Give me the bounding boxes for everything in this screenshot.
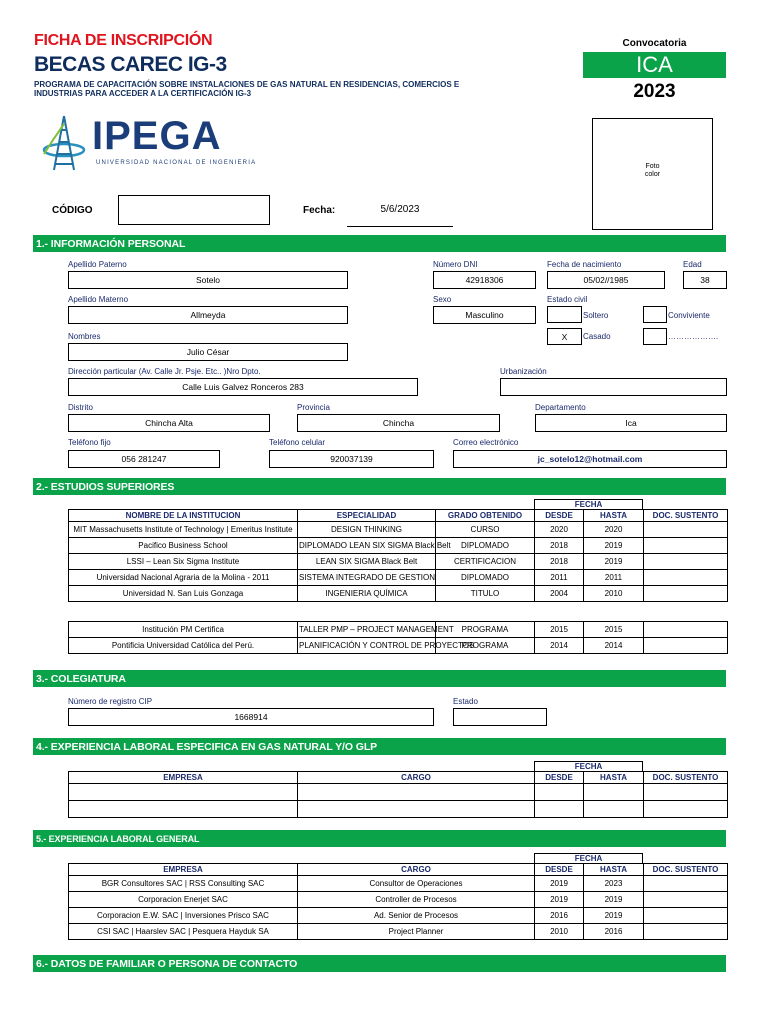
- table-cell[interactable]: 2004: [535, 586, 584, 602]
- estado-label: Estado: [453, 697, 478, 706]
- dni-field[interactable]: 42918306: [433, 271, 536, 289]
- table-cell[interactable]: CURSO: [436, 522, 535, 538]
- table-cell[interactable]: Project Planner: [298, 924, 535, 940]
- section-exp-gas: 4.- EXPERIENCIA LABORAL ESPECIFICA EN GAS NATURAL Y/O GLP: [33, 738, 726, 755]
- table-cell[interactable]: 2014: [584, 638, 644, 654]
- table-cell[interactable]: [644, 876, 728, 892]
- table-cell[interactable]: [644, 638, 728, 654]
- col-header: EMPRESA: [69, 772, 298, 784]
- table-row: [69, 638, 728, 654]
- fecha-label: Fecha:: [303, 205, 336, 216]
- logo-name: IPEGA: [92, 114, 222, 158]
- table-cell[interactable]: 2019: [584, 554, 644, 570]
- table-cell[interactable]: 2011: [535, 570, 584, 586]
- table-cell[interactable]: PROGRAMA: [436, 622, 535, 638]
- sexo-label: Sexo: [433, 295, 452, 304]
- convocatoria-year: 2023: [633, 81, 676, 102]
- col-header: DOC. SUSTENTO: [644, 772, 728, 784]
- table-cell[interactable]: Controller de Procesos: [298, 892, 535, 908]
- nombres-field[interactable]: Julio César: [68, 343, 348, 361]
- email-label: Correo electrónico: [453, 438, 519, 447]
- col-header: CARGO: [298, 864, 535, 876]
- tel-fijo-field[interactable]: 056 281247: [68, 450, 220, 468]
- table-cell[interactable]: [644, 538, 728, 554]
- soltero-checkbox[interactable]: [547, 306, 582, 323]
- convocatoria-label: Convocatoria: [622, 38, 687, 49]
- exp-gas-table: [68, 771, 728, 818]
- table-cell[interactable]: 2016: [535, 908, 584, 924]
- edad-field[interactable]: 38: [683, 271, 727, 289]
- exp-gas-fecha-header: FECHA: [534, 761, 643, 771]
- table-cell[interactable]: [535, 784, 584, 801]
- table-cell[interactable]: [535, 801, 584, 818]
- table-cell[interactable]: TALLER PMP – PROJECT MANAGEMENT: [298, 622, 436, 638]
- apellido-paterno-field[interactable]: Sotelo: [68, 271, 348, 289]
- table-cell[interactable]: [644, 554, 728, 570]
- table-cell[interactable]: [644, 570, 728, 586]
- soltero-label: Soltero: [583, 311, 609, 320]
- estado-field[interactable]: [453, 708, 547, 726]
- table-cell[interactable]: DESIGN THINKING: [298, 522, 436, 538]
- nombres-label: Nombres: [68, 332, 101, 341]
- ipega-logo: [40, 112, 270, 174]
- estudios-table: [68, 509, 728, 602]
- table-cell[interactable]: [69, 801, 298, 818]
- tel-fijo-label: Teléfono fijo: [68, 438, 111, 447]
- table-cell[interactable]: [644, 892, 728, 908]
- table-cell[interactable]: LEAN SIX SIGMA Black Belt: [298, 554, 436, 570]
- table-row: [69, 801, 728, 818]
- exp-general-table: [68, 863, 728, 940]
- table-cell[interactable]: BGR Consultores SAC | RSS Consulting SAC: [69, 876, 298, 892]
- casado-label: Casado: [583, 332, 611, 341]
- otro-checkbox[interactable]: [643, 328, 667, 345]
- exp-general-fecha-header: FECHA: [534, 853, 643, 863]
- table-cell[interactable]: DIPLOMADO LEAN SIX SIGMA Black Belt: [298, 538, 436, 554]
- direccion-label: Dirección particular (Av. Calle Jr. Psje. Etc.. )Nro Dpto.: [68, 367, 261, 376]
- table-cell[interactable]: 2016: [584, 924, 644, 940]
- table-cell[interactable]: [644, 908, 728, 924]
- tel-cel-field[interactable]: 920037139: [269, 450, 434, 468]
- table-cell[interactable]: SISTEMA INTEGRADO DE GESTION: [298, 570, 436, 586]
- table-row: [69, 892, 728, 908]
- logo-subtitle: UNIVERSIDAD NACIONAL DE INGENIERIA: [96, 160, 257, 166]
- table-cell[interactable]: 2015: [535, 622, 584, 638]
- col-header: DESDE: [535, 772, 584, 784]
- conviviente-checkbox[interactable]: [643, 306, 667, 323]
- table-row: [69, 622, 728, 638]
- table-cell[interactable]: Institución PM Certifica: [69, 622, 298, 638]
- section-colegiatura: 3.- COLEGIATURA: [33, 670, 726, 687]
- dni-label: Número DNI: [433, 260, 478, 269]
- table-cell[interactable]: Corporacion Enerjet SAC: [69, 892, 298, 908]
- direccion-field[interactable]: Calle Luis Galvez Ronceros 283: [68, 378, 418, 396]
- table-cell[interactable]: Corporacion E.W. SAC | Inversiones Prisco SAC: [69, 908, 298, 924]
- cip-label: Número de registro CIP: [68, 697, 153, 706]
- table-row: [69, 784, 728, 801]
- table-cell[interactable]: [298, 784, 535, 801]
- urbanizacion-field[interactable]: [500, 378, 727, 396]
- table-cell[interactable]: [644, 586, 728, 602]
- apellido-materno-label: Apellido Materno: [68, 295, 129, 304]
- table-cell[interactable]: 2019: [535, 892, 584, 908]
- col-header: CARGO: [298, 772, 535, 784]
- urbanizacion-label: Urbanización: [500, 367, 547, 376]
- col-header: DESDE: [535, 510, 584, 522]
- table-cell[interactable]: [69, 784, 298, 801]
- cip-field[interactable]: 1668914: [68, 708, 434, 726]
- convocatoria-city: ICA: [583, 52, 726, 78]
- table-cell[interactable]: 2015: [584, 622, 644, 638]
- apellido-materno-field[interactable]: Allmeyda: [68, 306, 348, 324]
- table-cell[interactable]: [584, 801, 644, 818]
- nacimiento-label: Fecha de nacimiento: [547, 260, 622, 269]
- col-header: DOC. SUSTENTO: [644, 864, 728, 876]
- edad-label: Edad: [683, 260, 702, 269]
- codigo-field[interactable]: [118, 195, 270, 225]
- email-field[interactable]: jc_sotelo12@hotmail.com: [453, 450, 727, 468]
- table-row: [69, 522, 728, 538]
- estudios-header-row: [69, 510, 728, 522]
- table-cell[interactable]: DIPLOMADO: [436, 570, 535, 586]
- table-cell[interactable]: 2020: [584, 522, 644, 538]
- program-description: PROGRAMA DE CAPACITACIÓN SOBRE INSTALACIONES DE GAS NATURAL EN RESIDENCIAS, COMERCIOS E INDUSTRIAS PARA ACCEDER A LA CERTIFICACIÓN IG-3: [34, 80, 460, 98]
- table-cell[interactable]: CERTIFICACION: [436, 554, 535, 570]
- table-row: [69, 586, 728, 602]
- table-cell[interactable]: [584, 784, 644, 801]
- table-cell[interactable]: 2019: [584, 892, 644, 908]
- col-header: NOMBRE DE LA INSTITUCION: [69, 510, 298, 522]
- col-header: HASTA: [584, 864, 644, 876]
- col-header: HASTA: [584, 772, 644, 784]
- estudios-table-2: [68, 621, 728, 654]
- sexo-field[interactable]: Masculino: [433, 306, 536, 324]
- col-header: ESPECIALIDAD: [298, 510, 436, 522]
- col-header: EMPRESA: [69, 864, 298, 876]
- table-row: [69, 554, 728, 570]
- table-cell[interactable]: 2023: [584, 876, 644, 892]
- table-cell[interactable]: Universidad N. San Luis Gonzaga: [69, 586, 298, 602]
- table-cell[interactable]: [644, 622, 728, 638]
- apellido-paterno-label: Apellido Paterno: [68, 260, 127, 269]
- photo-box[interactable]: [592, 118, 713, 230]
- otro-line: ……………….: [668, 332, 719, 341]
- table-row: [69, 570, 728, 586]
- table-cell[interactable]: Pontificia Universidad Católica del Perú.: [69, 638, 298, 654]
- nacimiento-field[interactable]: 05/02//1985: [547, 271, 665, 289]
- section-exp-general: 5.- EXPERIENCIA LABORAL GENERAL: [33, 830, 726, 847]
- conviviente-label: Conviviente: [668, 311, 710, 320]
- provincia-label: Provincia: [297, 403, 330, 412]
- table-cell[interactable]: 2010: [584, 586, 644, 602]
- codigo-label: CÓDIGO: [52, 205, 93, 216]
- table-cell[interactable]: 2018: [535, 538, 584, 554]
- table-row: [69, 924, 728, 940]
- table-cell[interactable]: Pacifico Business School: [69, 538, 298, 554]
- table-cell[interactable]: 2019: [535, 876, 584, 892]
- estudios-fecha-header: FECHA: [534, 499, 643, 509]
- table-cell[interactable]: 2019: [584, 538, 644, 554]
- fecha-value[interactable]: 5/6/2023: [347, 204, 453, 227]
- table-cell[interactable]: TITULO: [436, 586, 535, 602]
- table-cell[interactable]: [644, 924, 728, 940]
- col-header: DESDE: [535, 864, 584, 876]
- departamento-label: Departamento: [535, 403, 586, 412]
- section-personal-info: 1.- INFORMACIÓN PERSONAL: [33, 235, 726, 252]
- estado-civil-label: Estado civil: [547, 295, 588, 304]
- exp-general-header-row: [69, 864, 728, 876]
- table-cell[interactable]: INGENIERIA QUÍMICA: [298, 586, 436, 602]
- table-cell[interactable]: CSI SAC | Haarslev SAC | Pesquera Hayduk SA: [69, 924, 298, 940]
- table-cell[interactable]: 2019: [584, 908, 644, 924]
- col-header: GRADO OBTENIDO: [436, 510, 535, 522]
- table-cell[interactable]: Consultor de Operaciones: [298, 876, 535, 892]
- provincia-field[interactable]: Chincha: [297, 414, 500, 432]
- table-cell[interactable]: 2010: [535, 924, 584, 940]
- section-contacto: 6.- DATOS DE FAMILIAR O PERSONA DE CONTACTO: [33, 955, 726, 972]
- table-cell[interactable]: 2014: [535, 638, 584, 654]
- tower-icon: [40, 114, 86, 172]
- table-cell[interactable]: PROGRAMA: [436, 638, 535, 654]
- table-cell[interactable]: [644, 522, 728, 538]
- table-cell[interactable]: 2011: [584, 570, 644, 586]
- table-row: [69, 908, 728, 924]
- distrito-field[interactable]: Chincha Alta: [68, 414, 270, 432]
- table-cell[interactable]: [298, 801, 535, 818]
- distrito-label: Distrito: [68, 403, 93, 412]
- exp-gas-header-row: [69, 772, 728, 784]
- col-header: HASTA: [584, 510, 644, 522]
- casado-checkbox[interactable]: X: [547, 328, 582, 345]
- col-header: DOC. SUSTENTO: [644, 510, 728, 522]
- table-cell[interactable]: [644, 784, 728, 801]
- program-title: BECAS CAREC IG-3: [34, 53, 227, 76]
- table-cell[interactable]: 2020: [535, 522, 584, 538]
- table-cell[interactable]: Ad. Senior de Procesos: [298, 908, 535, 924]
- table-row: [69, 538, 728, 554]
- form-title: FICHA DE INSCRIPCIÓN: [34, 32, 213, 49]
- section-estudios: 2.- ESTUDIOS SUPERIORES: [33, 478, 726, 495]
- photo-label: Foto color: [644, 163, 661, 178]
- table-cell[interactable]: LSSI – Lean Six Sigma Institute: [69, 554, 298, 570]
- table-cell[interactable]: PLANIFICACIÓN Y CONTROL DE PROYECTOS: [298, 638, 436, 654]
- departamento-field[interactable]: Ica: [535, 414, 727, 432]
- table-cell[interactable]: 2018: [535, 554, 584, 570]
- table-cell[interactable]: [644, 801, 728, 818]
- table-cell[interactable]: DIPLOMADO: [436, 538, 535, 554]
- table-cell[interactable]: Universidad Nacional Agraria de la Molina - 2011: [69, 570, 298, 586]
- tel-cel-label: Teléfono celular: [269, 438, 326, 447]
- table-cell[interactable]: MIT Massachusetts Institute of Technology | Emeritus Institute: [69, 522, 298, 538]
- table-row: [69, 876, 728, 892]
